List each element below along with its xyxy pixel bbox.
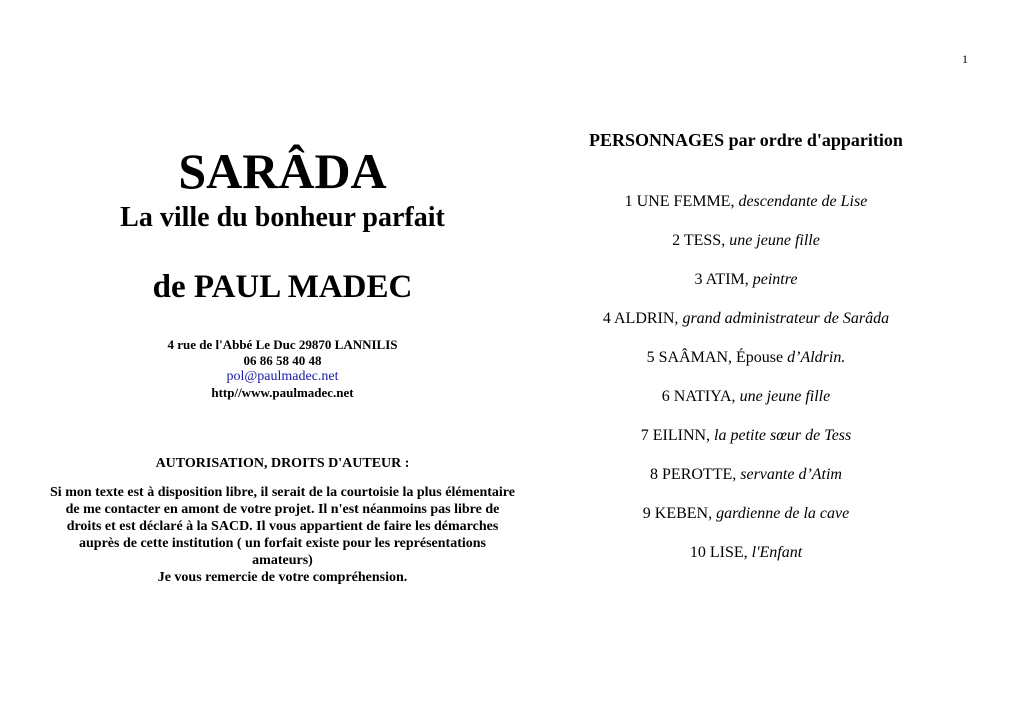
play-title: SARÂDA	[178, 143, 387, 199]
character-entry	[560, 348, 932, 387]
cast-section	[560, 128, 932, 582]
page-number: 1	[962, 52, 968, 66]
character-name: 6 NATIYA,	[661, 388, 736, 405]
character-role: peintre	[752, 271, 798, 288]
rights-text: Si mon texte est à disposition libre, il serait de la courtoisie la plus élémentaire de me contacter en amont de votre projet. Il n'est néanmoins pas libre de droits et est déclaré à la SACD. Il vous appartient de faire les démarches auprès de cette institution ( un forfait existe pour les représentations amateurs)	[50, 485, 515, 568]
character-entry	[560, 504, 932, 543]
cast-list	[560, 192, 932, 582]
email-link[interactable]: pol@paulmadec.net	[226, 369, 339, 384]
character-name: 3 ATIM,	[694, 271, 749, 288]
author-name: de PAUL MADEC	[152, 269, 413, 305]
character-entry	[560, 270, 932, 309]
rights-notice	[40, 484, 525, 586]
character-name: 7 EILINN,	[640, 427, 711, 444]
character-name: 4 ALDRIN,	[602, 310, 679, 327]
contact-block	[40, 337, 525, 401]
character-role: grand administrateur de Sarâda	[682, 310, 890, 327]
character-role: la petite sœur de Tess	[714, 427, 852, 444]
phone: 06 86 58 40 48	[243, 353, 322, 368]
title-section	[40, 140, 525, 586]
character-name: 2 TESS,	[672, 232, 726, 249]
rights-heading: AUTORISATION, DROITS D'AUTEUR :	[155, 456, 410, 471]
character-name: 10 LISE,	[689, 544, 748, 561]
character-role: d’Aldrin.	[787, 349, 846, 366]
character-role: servante d’Atim	[740, 466, 842, 483]
character-entry	[560, 426, 932, 465]
character-role: gardienne de la cave	[716, 505, 850, 522]
character-entry	[560, 309, 932, 348]
website: http//www.paulmadec.net	[211, 385, 354, 400]
character-entry	[560, 231, 932, 270]
address: 4 rue de l'Abbé Le Duc 29870 LANNILIS	[167, 337, 398, 352]
play-subtitle: La ville du bonheur parfait	[120, 202, 445, 233]
character-role: descendante de Lise	[738, 193, 868, 210]
character-entry	[560, 465, 932, 504]
character-name: 8 PEROTTE,	[650, 466, 737, 483]
thanks-text: Je vous remercie de votre compréhension.	[157, 570, 408, 585]
character-role: l'Enfant	[751, 544, 803, 561]
character-name: 9 KEBEN,	[642, 505, 713, 522]
character-name: 1 UNE FEMME,	[624, 193, 735, 210]
character-entry	[560, 387, 932, 426]
character-entry	[560, 543, 932, 582]
character-role: une jeune fille	[729, 232, 820, 249]
character-name: 5 SAÂMAN, Épouse	[646, 349, 784, 366]
character-role: une jeune fille	[739, 388, 831, 405]
cast-heading: PERSONNAGES par ordre d'apparition	[589, 130, 903, 150]
character-entry	[560, 192, 932, 231]
